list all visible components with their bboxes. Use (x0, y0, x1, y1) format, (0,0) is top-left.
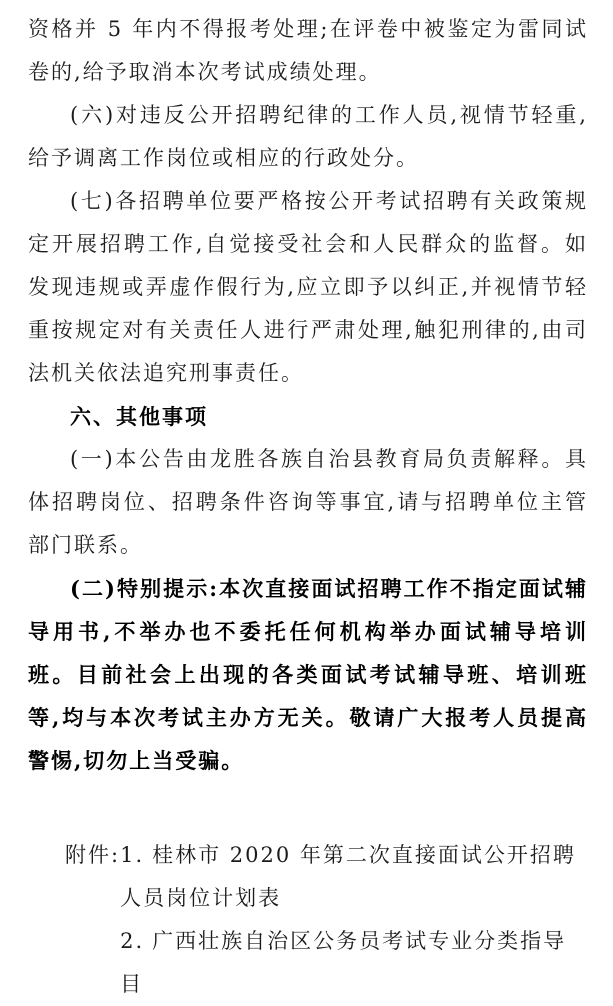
attachments-list (120, 834, 588, 1006)
paragraph-item-1: (一)本公告由龙胜各族自治县教育局负责解释。具体招聘岗位、招聘条件咨询等事宜,请与招聘单位主管部门联系。 (28, 447, 588, 557)
paragraph-special-notice: (二)特别提示:本次直接面试招聘工作不指定面试辅导用书,不举办也不委托任何机构举办面试辅导培训班。目前社会上出现的各类面试考试辅导班、培训班等,均与本次考试主办方无关。敬请广大报考人员提高警惕,切勿上当受骗。 (28, 576, 588, 773)
attachments-block (65, 834, 588, 1006)
paragraph-item-6: (六)对违反公开招聘纪律的工作人员,视情节轻重,给予调离工作岗位或相应的行政处分。 (28, 103, 588, 170)
attachment-item-2 (120, 920, 588, 1006)
attachment-item-1-text: 桂林市 2020 年第二次直接面试公开招聘人员岗位计划表 (120, 843, 576, 910)
section-heading-other-matters: 六、其他事项 (70, 404, 208, 429)
attachment-item-2-text: 广西壮族自治区公务员考试专业分类指导目 (120, 929, 567, 996)
attachment-item-2-number: 2. (120, 929, 145, 953)
paragraph-item-7: (七)各招聘单位要严格按公开考试招聘有关政策规定开展招聘工作,自觉接受社会和人民群众的监督。如发现违规或弄虚作假行为,应立即予以纠正,并视情节轻重按规定对有关责任人进行严肃处理,触犯刑律的,由司法机关依法追究刑事责任。 (28, 189, 588, 385)
attachment-item-1 (120, 834, 588, 920)
attachment-item-1-number: 1. (120, 843, 145, 867)
paragraph-continuation: 资格并 5 年内不得报考处理;在评卷中被鉴定为雷同试卷的,给予取消本次考试成绩处理。 (28, 17, 588, 84)
attachments-label: 附件: (65, 843, 121, 867)
